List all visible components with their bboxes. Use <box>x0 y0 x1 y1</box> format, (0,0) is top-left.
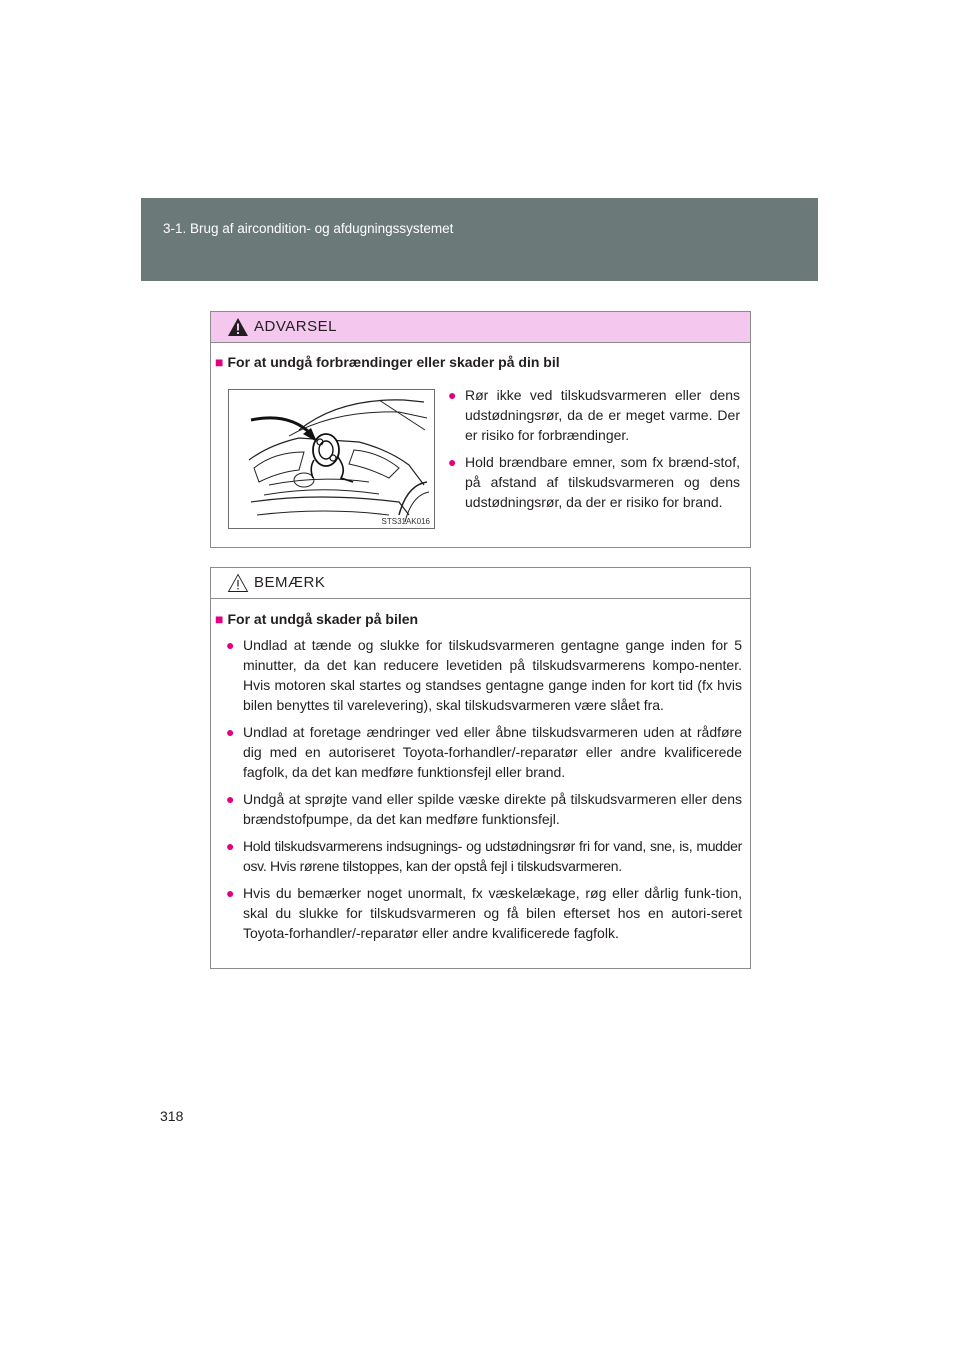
bullet-dot-icon: ● <box>226 791 235 807</box>
notice-section-title-text: For at undgå skader på bilen <box>227 611 419 627</box>
square-bullet-icon: ■ <box>215 611 224 627</box>
warning-triangle-filled-icon <box>227 317 249 337</box>
list-item-text: Hvis du bemærker noget unormalt, fx væskelækage, røg eller dårlig funk-tion, skal du slukke for tilskudsvarmeren og få bilen efterset hos en autori-seret Toyota-forhandler/-reparatør eller andre kvalificerede fagfolk. <box>243 885 742 941</box>
bullet-dot-icon: ● <box>226 724 235 740</box>
list-item-text: Undlad at tænde og slukke for tilskudsvarmeren gentagne gange inden for 5 minutter, da det kan reducere levetiden på tilskudsvarmerens kompo-nenter. Hvis motoren skal startes og standses gentagne gange inden for kort tid (fx hvis bilen benyttes til varelevering), skal tilskudsvarmeren være slået fra. <box>243 637 742 713</box>
page-number: 318 <box>160 1108 184 1124</box>
notice-section-title <box>215 609 418 629</box>
list-item-text: Rør ikke ved tilskudsvarmeren eller dens udstødningsrør, da de er meget varme. Der er risiko for forbrændinger. <box>465 387 740 443</box>
notice-box-header <box>211 568 750 599</box>
list-item-text: Undlad at foretage ændringer ved eller åbne tilskudsvarmeren uden at rådføre dig med en autoriseret Toyota-forhandler/-reparatør eller andre kvalificerede fagfolk, da det kan medføre funktionsfejl eller brand. <box>243 724 742 780</box>
list-item <box>226 883 742 943</box>
bullet-dot-icon: ● <box>226 885 235 901</box>
list-item <box>448 385 740 445</box>
list-item <box>226 635 742 715</box>
list-item <box>226 789 742 829</box>
bullet-dot-icon: ● <box>226 637 235 653</box>
car-heater-illustration <box>228 389 435 529</box>
warning-triangle-outline-icon <box>227 573 249 593</box>
warning-section-title <box>215 352 560 372</box>
notice-list <box>226 635 742 950</box>
notice-box <box>210 567 751 969</box>
list-item-text: Hold brændbare emner, som fx brænd-stof, på afstand af tilskudsvarmeren og dens udstødningsrør, da der er risiko for brand. <box>465 454 740 510</box>
notice-label: BEMÆRK <box>254 574 326 591</box>
car-front-drawing <box>229 390 434 528</box>
warning-box-header <box>211 312 750 343</box>
warning-label: ADVARSEL <box>254 318 337 335</box>
list-item-text: Hold tilskudsvarmerens indsugnings- og udstødningsrør fri for vand, sne, is, mudder osv. Hvis rørene tilstoppes, kan der opstå fejl i tilskudsvarmeren. <box>243 838 742 874</box>
warning-section-title-text: For at undgå forbrændinger eller skader på din bil <box>227 354 560 370</box>
warning-box <box>210 311 751 548</box>
list-item <box>448 452 740 512</box>
bullet-dot-icon: ● <box>226 838 235 854</box>
list-item <box>226 722 742 782</box>
section-title: 3-1. Brug af aircondition- og afdugningssystemet <box>163 221 454 236</box>
section-header <box>141 198 818 281</box>
bullet-dot-icon: ● <box>448 454 457 470</box>
bullet-dot-icon: ● <box>448 387 457 403</box>
list-item-text: Undgå at sprøjte vand eller spilde væske direkte på tilskudsvarmeren eller dens brændstofpumpe, da det kan medføre funktionsfejl. <box>243 791 742 827</box>
square-bullet-icon: ■ <box>215 354 224 370</box>
list-item <box>226 836 742 876</box>
figure-code: STS31AK016 <box>381 517 430 526</box>
warning-list <box>448 385 740 519</box>
